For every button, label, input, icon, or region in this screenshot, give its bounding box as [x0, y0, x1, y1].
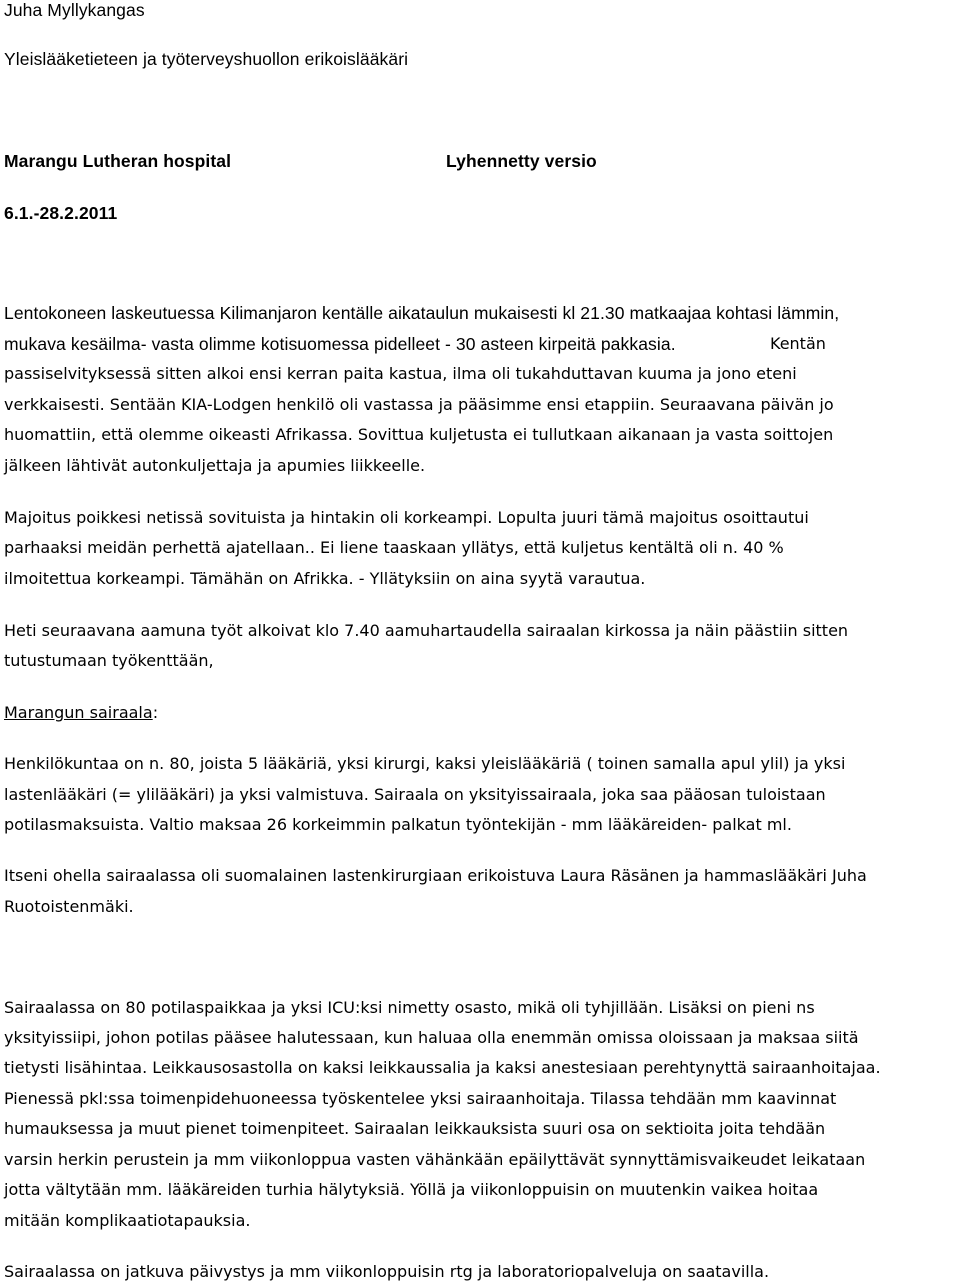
text-line: mitään komplikaatiotapauksia. — [4, 1211, 251, 1230]
text-line: huomattiin, että olemme oikeasti Afrikassa. Sovittua kuljetusta ei tullutkaan aikanaan ja vasta soittojen — [4, 425, 834, 444]
section-heading-text: Marangun sairaala — [4, 703, 153, 722]
text-line: yksityissiipi, johon potilas pääsee halutessaan, kun haluaa olla enemmän omissa oloissaan ja maksaa siitä — [4, 1028, 859, 1047]
text-line: Pienessä pkl:ssa toimenpidehuoneessa työskentelee yksi sairaanhoitaja. Tilassa tehdään mm kaavinnat — [4, 1089, 837, 1108]
text-line: humauksessa ja muut pienet toimenpiteet. Sairaalan leikkauksista suuri osa on sektioita joita tehdään — [4, 1119, 826, 1138]
text-line: tietysti lisähintaa. Leikkausosastolla on kaksi leikkaussalia ja kaksi anestesiaan perehtynyttä sairaanhoitajaa. — [4, 1058, 881, 1077]
text-line: jotta vältytään mm. lääkäreiden turhia hälytyksiä. Yöllä ja viikonloppuisin on muutenkin vaikea hoitaa — [4, 1180, 819, 1199]
text-line: Sairaalassa on jatkuva päivystys ja mm viikonloppuisin rtg ja laboratoriopalveluja on saatavilla. — [4, 1262, 770, 1281]
text-line: Itseni ohella sairaalassa oli suomalainen lastenkirurgiaan erikoistuva Laura Räsänen ja hammaslääkäri Juha — [4, 866, 867, 885]
section-heading — [4, 703, 158, 723]
hospital-name: Marangu Lutheran hospital — [4, 151, 232, 171]
text-line: parhaaksi meidän perhettä ajatellaan.. Ei liene taaskaan yllätys, että kuljetus kentältä oli n. 40 % — [4, 538, 784, 557]
text-line: Sairaalassa on 80 potilaspaikkaa ja yksi ICU:ksi nimetty osasto, mikä oli tyhjillään. Lisäksi on pieni ns — [4, 998, 815, 1017]
text-line: potilasmaksuista. Valtio maksaa 26 korkeimmin palkatun työntekijän - mm lääkäreiden- palkat ml. — [4, 815, 792, 834]
text-line: lastenlääkäri (= ylilääkäri) ja yksi valmistuva. Sairaala on yksityissairaala, joka saa pääosan tuloistaan — [4, 785, 826, 804]
date-range: 6.1.-28.2.2011 — [4, 203, 118, 223]
text-line: Henkilökuntaa on n. 80, joista 5 lääkäriä, yksi kirurgi, kaksi yleislääkäriä ( toinen samalla apul ylil) ja yksi — [4, 754, 846, 773]
section-heading-colon: : — [152, 703, 159, 722]
text-line: Lentokoneen laskeutuessa Kilimanjaron kentälle aikataulun mukaisesti kl 21.30 matkaajaa kohtasi lämmin, — [4, 303, 840, 323]
version-label: Lyhennetty versio — [446, 151, 597, 171]
text-line: verkkaisesti. Sentään KIA-Lodgen henkilö oli vastassa ja pääsimme ensi etappiin. Seuraavana päivän jo — [4, 395, 834, 414]
text-line: varsin herkin perustein ja mm viikonloppua vasten vähänkään epäilyttävät synnyttämisvaikeudet leikataan — [4, 1150, 866, 1169]
text-line: Majoitus poikkesi netissä sovituista ja hintakin oli korkeampi. Lopulta juuri tämä majoitus osoittautui — [4, 508, 809, 527]
text-line: jälkeen lähtivät autonkuljettaja ja apumies liikkeelle. — [4, 456, 426, 475]
text-line: Kentän — [770, 334, 826, 353]
text-line: tutustumaan työkenttään, — [4, 651, 214, 670]
text-line: ilmoitettua korkeampi. Tämähän on Afrikka. - Yllätyksiin on aina syytä varautua. — [4, 569, 646, 588]
author-name: Juha Myllykangas — [4, 0, 145, 20]
text-line: mukava kesäilma- vasta olimme kotisuomessa pidelleet - 30 asteen kirpeitä pakkasia. — [4, 334, 676, 354]
text-line: passiselvityksessä sitten alkoi ensi kerran paita kastua, ilma oli tukahduttavan kuuma ja jono eteni — [4, 364, 797, 383]
text-line: Heti seuraavana aamuna työt alkoivat klo 7.40 aamuhartaudella sairaalan kirkossa ja näin päästiin sitten — [4, 621, 849, 640]
author-specialty: Yleislääketieteen ja työterveyshuollon erikoislääkäri — [4, 49, 409, 69]
text-line: Ruotoistenmäki. — [4, 897, 134, 916]
